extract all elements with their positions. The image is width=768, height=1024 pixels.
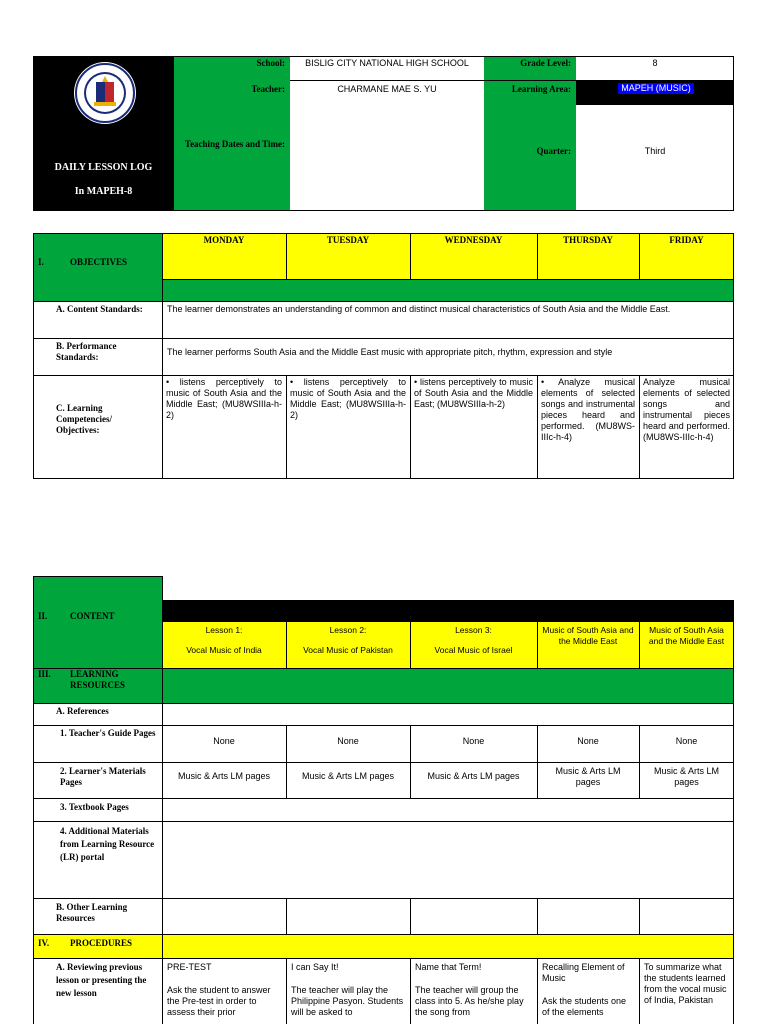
competency-tuesday: • listens perceptively to music of South Asia and the Middle East; (MU8WSIIIa-h-2) [290,377,406,421]
performance-standards-label: B. Performance Standards: [56,341,117,362]
lesson-thursday-line1: Music of South Asia and [542,625,634,635]
procedures-row [33,934,734,958]
objectives-green-row [162,279,734,301]
day-thursday: THURSDAY [563,235,613,245]
lm-thursday: Music & Arts LM pages [555,766,621,787]
lm-tuesday: Music & Arts LM pages [301,771,395,781]
objectives-label: OBJECTIVES [70,257,128,267]
textbook-label: 3. Textbook Pages [60,802,129,812]
header-title-line1: DAILY LESSON LOG [54,162,153,173]
lesson-tuesday-line2: Vocal Music of Pakistan [303,645,393,655]
lesson-tuesday-line1: Lesson 2: [329,625,367,635]
lesson-friday-line1: Music of South Asia [649,625,724,635]
area-value: MAPEH (MUSIC) [618,83,694,94]
learners-materials-label: 2. Learner's Materials Pages [60,766,146,787]
review-monday-title: PRE-TEST [167,962,212,972]
area-label: Learning Area: [511,84,571,94]
header-label-panel [174,56,290,211]
lesson-monday-line1: Lesson 1: [205,625,243,635]
day-wednesday: WEDNESDAY [444,235,503,245]
performance-standards-text: The learner performs South Asia and the Middle East music with appropriate pitch, rhythm, expression and style [167,347,613,357]
grade-label: Grade Level: [520,58,571,68]
content-label-cell [33,576,162,668]
review-thursday-title: Recalling Element of Music [542,962,625,983]
grade-value: 8 [652,58,658,68]
day-monday: MONDAY [203,235,245,245]
competency-monday: • listens perceptively to music of South Asia and the Middle East; (MU8WSIIIa-h-2) [166,377,282,421]
review-friday-body: To summarize what the students learned from the vocal music of India, Pakistan [644,962,727,1005]
quarter-label: Quarter: [536,146,571,156]
review-tuesday-body: The teacher will play the Philippine Pasyon. Students will be asked to [291,985,404,1017]
competency-friday: Analyze musical elements of selected songs and instrumental pieces heard and performed. (MU8WS-IIIc-h-4) [643,377,730,442]
tg-monday: None [213,736,235,746]
lesson-thursday-line2: the Middle East [558,636,618,646]
additional-materials-label: 4. Additional Materials from Learning Resource (LR) portal [60,826,155,862]
content-standards-label: A. Content Standards: [56,304,143,314]
review-wednesday-title: Name that Term! [415,962,482,972]
review-thursday-body: Ask the students one of the elements [542,996,627,1017]
teachers-guide-label: 1. Teacher's Guide Pages [60,728,156,738]
competency-wednesday: • listens perceptively to music of South Asia and the Middle East; (MU8WSIIIa-h-2) [414,377,533,410]
procedures-label: PROCEDURES [70,938,133,948]
tg-friday: None [675,736,698,746]
review-wednesday-body: The teacher will group the class into 5. As he/she play the song from [415,985,524,1017]
learning-resources-label: LEARNING RESOURCES [70,669,126,690]
dates-label: Teaching Dates and Time: [184,139,285,149]
day-friday: FRIDAY [669,235,704,245]
procedures-num: IV. [38,938,50,948]
references-label: A. References [56,706,109,716]
review-tuesday-title: I can Say It! [291,962,339,972]
content-num: II. [38,611,48,621]
lm-friday: Music & Arts LM pages [653,766,719,787]
teacher-label: Teacher: [251,84,285,94]
tg-tuesday: None [337,736,359,746]
lesson-wednesday-line2: Vocal Music of Israel [434,645,513,655]
school-value: BISLIG CITY NATIONAL HIGH SCHOOL [305,58,469,68]
lesson-friday-line2: and the Middle East [648,636,725,646]
tg-wednesday: None [462,736,485,746]
school-label: School: [256,58,285,68]
day-tuesday: TUESDAY [326,235,370,245]
competencies-label: C. Learning Competencies/ Objectives: [56,403,112,435]
lesson-monday-line2: Vocal Music of India [186,645,262,655]
objectives-num: I. [38,257,44,267]
learning-resources-num: III. [38,669,51,679]
review-monday-body: Ask the student to answer the Pre-test in order to assess their prior [167,985,271,1017]
content-label: CONTENT [70,611,115,621]
tg-thursday: None [577,736,599,746]
lm-wednesday: Music & Arts LM pages [427,771,520,781]
quarter-value: Third [644,146,666,156]
other-resources-label: B. Other Learning Resources [56,902,128,923]
teacher-value: CHARMANE MAE S. YU [337,84,437,94]
header-title-line2: In MAPEH-8 [74,186,133,197]
lesson-wednesday-line1: Lesson 3: [455,625,492,635]
lm-monday: Music & Arts LM pages [177,771,271,781]
content-black-bar [162,600,734,622]
content-standards-text: The learner demonstrates an understanding of common and distinct musical characteristics of South Asia and the Middle East. [167,304,671,314]
reviewing-label: A. Reviewing previous lesson or presenting the new lesson [56,962,147,998]
competency-thursday: • Analyze musical elements of selected songs and instrumental pieces heard and performed. (MU8WS-IIIc-h-4) [541,377,635,443]
deped-seal-icon [72,60,138,126]
